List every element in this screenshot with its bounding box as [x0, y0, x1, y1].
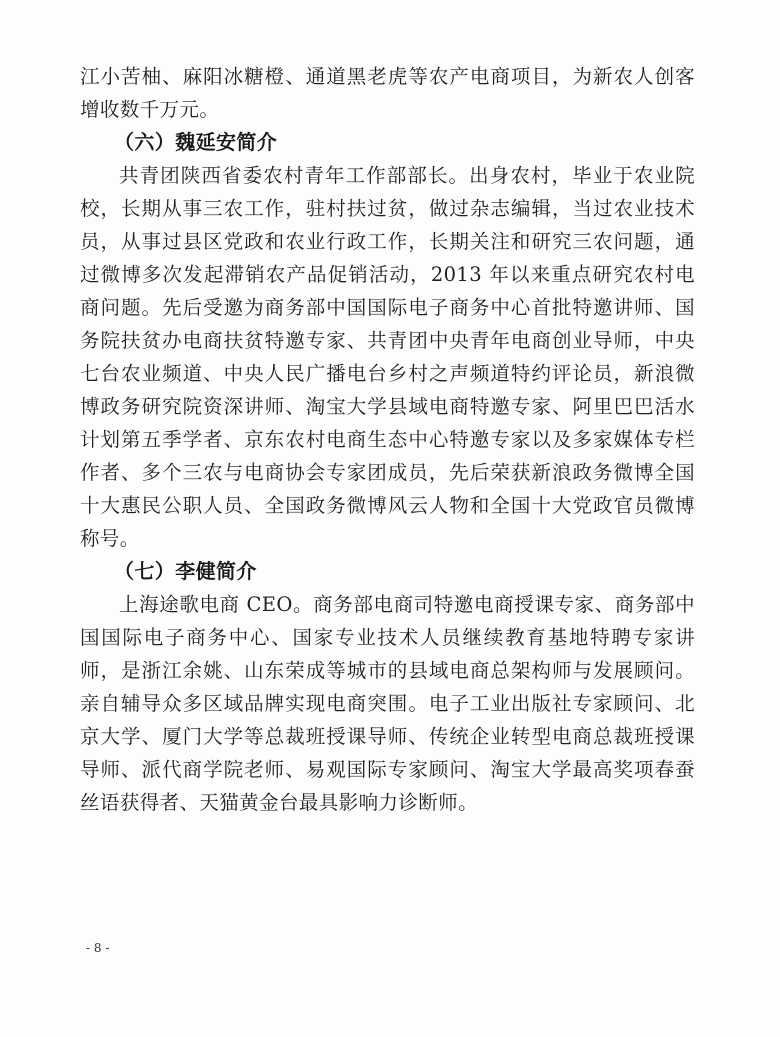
- page-number: - 8 -: [86, 941, 110, 955]
- paragraph-li-jian-bio: 上海途歌电商 CEO。商务部电商司特邀电商授课专家、商务部中国国际电子商务中心、国家专业技术人员继续教育基地特聘专家讲师，是浙江余姚、山东荣成等城市的县域电商总架构师与发展顾问。亲自辅导众多区域品牌实现电商突围。电子工业出版社专家顾问、北京大学、厦门大学等总裁班授课导师、传统企业转型电商总裁班授课导师、派代商学院老师、易观国际专家顾问、淘宝大学最高奖项春蚕丝语获得者、天猫黄金台最具影响力诊断师。: [80, 593, 695, 814]
- section-heading-wei-yanan: （六）魏延安简介: [114, 130, 278, 154]
- paragraph-wei-yanan-bio: 共青团陕西省委农村青年工作部部长。出身农村，毕业于农业院校，长期从事三农工作，驻村扶过贫，做过杂志编辑，当过农业技术员，从事过县区党政和农业行政工作，长期关注和研究三农问题，通过微博多次发起滞销农产品促销活动，2013 年以来重点研究农村电商问题。先后受邀为商务部中国国际电子商务中心首批特邀讲师、国务院扶贫办电商扶贫特邀专家、共青团中央青年电商创业导师，中央七台农业频道、中央人民广播电台乡村之声频道特约评论员，新浪微博政务研究院资深讲师、淘宝大学县域电商特邀专家、阿里巴巴活水计划第五季学者、京东农村电商生态中心特邀专家以及多家媒体专栏作者、多个三农与电商协会专家团成员，先后荣获新浪政务微博全国十大惠民公职人员、全国政务微博风云人物和全国十大党政官员微博称号。: [80, 164, 695, 550]
- section-heading-li-jian: （七）李健简介: [114, 559, 257, 583]
- document-body: [80, 60, 695, 819]
- paragraph-continuation: 江小苦柚、麻阳冰糖橙、通道黑老虎等农产电商项目，为新农人创客增收数千万元。: [80, 65, 695, 121]
